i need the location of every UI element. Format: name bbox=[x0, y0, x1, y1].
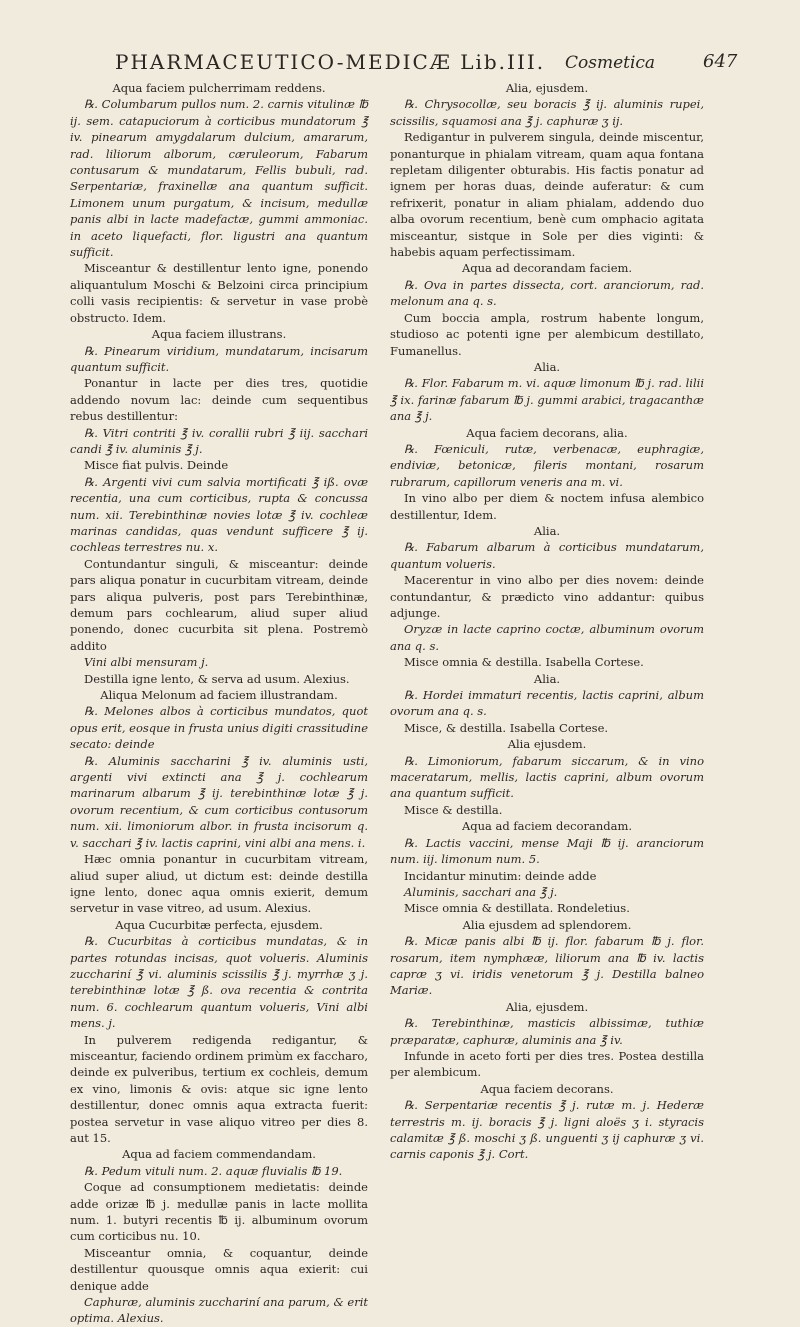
recipe-heading: Alia, ejusdem. bbox=[505, 81, 589, 95]
recipe-ingredients: ℞. Vitri contriti ℥ iv. corallii rubri ℥ iij. sacchari candi ℥ iv. aluminis ℥ j. bbox=[70, 425, 368, 456]
recipe-instructions: Misceantur & destillentur lento igne, ponendo aliquantulum Moschi & Belzoini circa principium colli vasis recipientis: & servetur in vase probè obstructo. Idem. bbox=[70, 261, 368, 325]
recipe-ingredients: ℞. Fœniculi, rutæ, verbenacæ, euphragiæ, endiviæ, betonicæ, fileris montani, rosarum rubrarum, capillorum veneris ana m. vi. bbox=[390, 441, 704, 489]
recipe-ingredients: Vini albi mensuram j. bbox=[84, 655, 209, 670]
recipe-ingredients: ℞. Chrysocollæ, seu boracis ℥ ij. aluminis rupei, scissilis, squamosi ana ℥ j. caphuræ ʒ ij. bbox=[390, 97, 704, 128]
recipe-ingredients: ℞. Aluminis saccharini ℥ iv. aluminis usti, argenti vivi extincti ana ℥ j. cochlearum marinarum albarum ℥ ij. terebinthinæ lotæ ℥ j. ovorum recentium, & cum corticibus contusorum num. xii. limoniorum albor. in frusta incisorum q. v. sacchari ℥ iv. lactis caprini, vini albi ana mens. i. bbox=[70, 753, 368, 850]
recipe-ingredients: ℞. Melones albos à corticibus mundatos, quot opus erit, eosque in frusta unius digiti crassitudine secato: deinde bbox=[70, 704, 369, 752]
recipe-ingredients: ℞. Serpentariæ recentis ℥ j. rutæ m. j. Hederæ terrestris m. ij. boracis ℥ j. ligni aloës ʒ i. styracis calamitæ ℥ ß. moschi ʒ ß. unguenti ʒ ij caphuræ ʒ vi. carnis caponis ℥ j. Cort. bbox=[390, 1098, 704, 1162]
recipe-heading: Aqua faciem decorans. bbox=[480, 1081, 614, 1096]
recipe-heading: Aqua faciem pulcherrimam reddens. bbox=[112, 81, 326, 95]
running-header bbox=[0, 50, 800, 78]
recipe-ingredients: ℞. Limoniorum, fabarum siccarum, & in vino maceratarum, mellis, lactis caprini, album ovorum ana quantum sufficit. bbox=[390, 753, 704, 801]
section-title: Cosmetica bbox=[565, 53, 656, 73]
left-column bbox=[70, 80, 368, 1327]
recipe-ingredients: ℞. Columbarum pullos num. 2. carnis vitulinæ ℔ ij. sem. catapuciorum à corticibus mundatorum ℥ iv. pinearum amygdalarum dulcium, amararum, rad. liliorum alborum, cæruleorum, Fabarum contusarum & mundatarum, Fellis bubuli, rad. Serpentariæ, fraxinellæ ana quantum sufficit. Limonem unum purgatum, & incisum, medullæ panis albi in lacte madefactæ, gummi ammoniac. in aceto liquefacti, flor. ligustri ana quantum sufficit. bbox=[70, 97, 368, 260]
recipe-instructions: Misce fiat pulvis. Deinde bbox=[84, 458, 229, 473]
recipe-instructions: Misceantur omnia, & coquantur, deinde destillentur quousque omnis aqua exierit: cui denique adde bbox=[70, 1245, 368, 1293]
recipe-heading: Alia ejusdem ad splendorem. bbox=[462, 917, 632, 932]
recipe-instructions: Coque ad consumptionem medietatis: deinde adde orizæ ℔ j. medullæ panis in lacte mollita num. 1. butyri recentis ℔ ij. albuminum ovorum cum corticibus nu. 10. bbox=[70, 1180, 368, 1244]
recipe-instructions: Contundantur singuli, & misceantur: deinde pars aliqua ponatur in cucurbitam vitream, deinde pars aliqua pulveris, post pars Terebinthinæ, demum pars cochlearum, aliud super aliud ponendo, donec cucurbita sit plena. Postremò addito bbox=[70, 556, 368, 653]
right-column bbox=[390, 80, 704, 1163]
running-title: PHARMACEUTICO-MEDICÆ Lib.III. bbox=[115, 50, 546, 74]
recipe-heading: Aqua ad faciem decorandam. bbox=[461, 819, 633, 834]
recipe-ingredients: ℞. Fabarum albarum à corticibus mundatarum, quantum volueris. bbox=[390, 540, 704, 571]
recipe-heading: Alia, ejusdem. bbox=[505, 999, 589, 1014]
recipe-ingredients: ℞. Flor. Fabarum m. vi. aquæ limonum ℔ j. rad. lilii ℥ ix. farinæ fabarum ℔ j. gummi arabici, tragacanthæ ana ℥ j. bbox=[390, 376, 704, 424]
recipe-instructions: Misce omnia & destilla. Isabella Cortese. bbox=[404, 655, 644, 670]
recipe-instructions: Macerentur in vino albo per dies novem: deinde contundantur, & prædicto vino addantur: quibus adjunge. bbox=[390, 573, 704, 620]
recipe-instructions: Hæc omnia ponantur in cucurbitam vitream, aliud super aliud, ut dictum est: deinde destilla igne lento, donec aqua omnis exierit, demum servetur in vase vitreo, ad usum. Alexius. bbox=[70, 852, 368, 916]
recipe-ingredients: ℞. Micæ panis albi ℔ ij. flor. fabarum ℔ j. flor. rosarum, item nymphææ, liliorum ana ℔ iv. lactis capræ ʒ vi. iridis venetorum ℥ j. Destilla balneo Mariæ. bbox=[390, 934, 704, 998]
recipe-instructions: In pulverem redigenda redigantur, & misceantur, faciendo ordinem primùm ex faccharo, deinde ex pulveribus, tertium ex cochleis, demum ex vino, limonis & ovis: atque sic igne lento destillentur, donec omnis aqua extracta fuerit: postea servetur in vase aliquo vitreo per dies 8. aut 15. bbox=[70, 1032, 368, 1145]
recipe-heading: Alia. bbox=[533, 671, 561, 686]
recipe-instructions: Cum boccia ampla, rostrum habente longum, studioso ac potenti igne per alembicum destillato, Fumanellus. bbox=[390, 310, 704, 358]
recipe-heading: Aqua faciem illustrans. bbox=[151, 327, 287, 342]
recipe-ingredients: ℞. Hordei immaturi recentis, lactis caprini, album ovorum ana q. s. bbox=[390, 688, 704, 719]
recipe-heading: Aqua ad decorandam faciem. bbox=[461, 261, 633, 276]
recipe-heading: Alia ejusdem. bbox=[507, 737, 587, 752]
recipe-instructions: Redigantur in pulverem singula, deinde miscentur, ponanturque in phialam vitream, quam aqua fontana repletam diligenter obturabis. His factis ponatur ad ignem per horas duas, deinde auferatur: & cum refrixerit, ponatur in aliam phialam, addendo duo alba ovorum recentium, benè cum omphacio agitata misceantur, sistque in Sole per dies viginti: & habebis aquam perfectissimam. bbox=[390, 130, 704, 260]
recipe-instructions: In vino albo per diem & noctem infusa alembico destillentur, Idem. bbox=[390, 491, 704, 522]
recipe-instructions: Destilla igne lento, & serva ad usum. Alexius. bbox=[84, 671, 350, 686]
recipe-heading: Alia. bbox=[533, 359, 561, 374]
recipe-heading: Aqua faciem decorans, alia. bbox=[466, 425, 628, 440]
recipe-ingredients: Oryzæ in lacte caprino coctæ, albuminum ovorum ana q. s. bbox=[390, 622, 704, 653]
recipe-heading: Alia. bbox=[533, 523, 561, 538]
recipe-ingredients: ℞. Cucurbitas à corticibus mundatas, & in partes rotundas incisas, quot volueris. Aluminis zucchariní ℥ vi. aluminis scissilis ℥ j. myrrhæ ʒ j. terebinthinæ lotæ ℥ ß. ova recentia & contrita num. 6. cochlearum quantum volueris, Vini albi mens. j. bbox=[70, 934, 368, 1031]
recipe-heading: Aqua ad faciem commendandam. bbox=[122, 1147, 316, 1162]
recipe-ingredients: ℞. Lactis vaccini, mense Maji ℔ ij. aranciorum num. iij. limonum num. 5. bbox=[390, 835, 704, 867]
recipe-heading: Aliqua Melonum ad faciem illustrandam. bbox=[100, 688, 338, 703]
recipe-ingredients: Aluminis, sacchari ana ℥ j. bbox=[404, 884, 558, 899]
recipe-ingredients: ℞. Pedum vituli num. 2. aquæ fluvialis ℔ 19. bbox=[84, 1163, 343, 1178]
recipe-ingredients: ℞. Terebinthinæ, masticis albissimæ, tuthiæ præparatæ, caphuræ, aluminis ana ℥ iv. bbox=[390, 1016, 704, 1047]
page-number: 647 bbox=[703, 51, 738, 72]
recipe-instructions: Ponantur in lacte per dies tres, quotidie addendo novum lac: deinde cum sequentibus rebus destillentur: bbox=[70, 376, 368, 424]
recipe-instructions: Incidantur minutim: deinde adde bbox=[404, 868, 597, 883]
recipe-ingredients: ℞. Argenti vivi cum salvia mortificati ℥ iß. ovæ recentia, una cum corticibus, rupta & concussa num. xii. Terebinthinæ novies lotæ ℥ iv. cochleæ marinas candidas, quas vendunt sufficere ℥ ij. cochleas terrestres nu. x. bbox=[70, 474, 368, 555]
recipe-instructions: Misce, & destilla. Isabella Cortese. bbox=[404, 720, 609, 735]
recipe-ingredients: Caphuræ, aluminis zucchariní ana parum, & erit optima. Alexius. bbox=[70, 1295, 368, 1326]
recipe-heading: Aqua Cucurbitæ perfecta, ejusdem. bbox=[115, 917, 323, 932]
recipe-instructions: Misce & destilla. bbox=[404, 802, 503, 817]
recipe-ingredients: ℞. Pinearum viridium, mundatarum, incisarum quantum sufficit. bbox=[70, 343, 368, 374]
recipe-ingredients: ℞. Ova in partes dissecta, cort. aranciorum, rad. melonum ana q. s. bbox=[390, 277, 704, 309]
recipe-instructions: Infunde in aceto forti per dies tres. Postea destilla per alembicum. bbox=[390, 1048, 704, 1080]
recipe-instructions: Misce omnia & destillata. Rondeletius. bbox=[404, 901, 630, 916]
